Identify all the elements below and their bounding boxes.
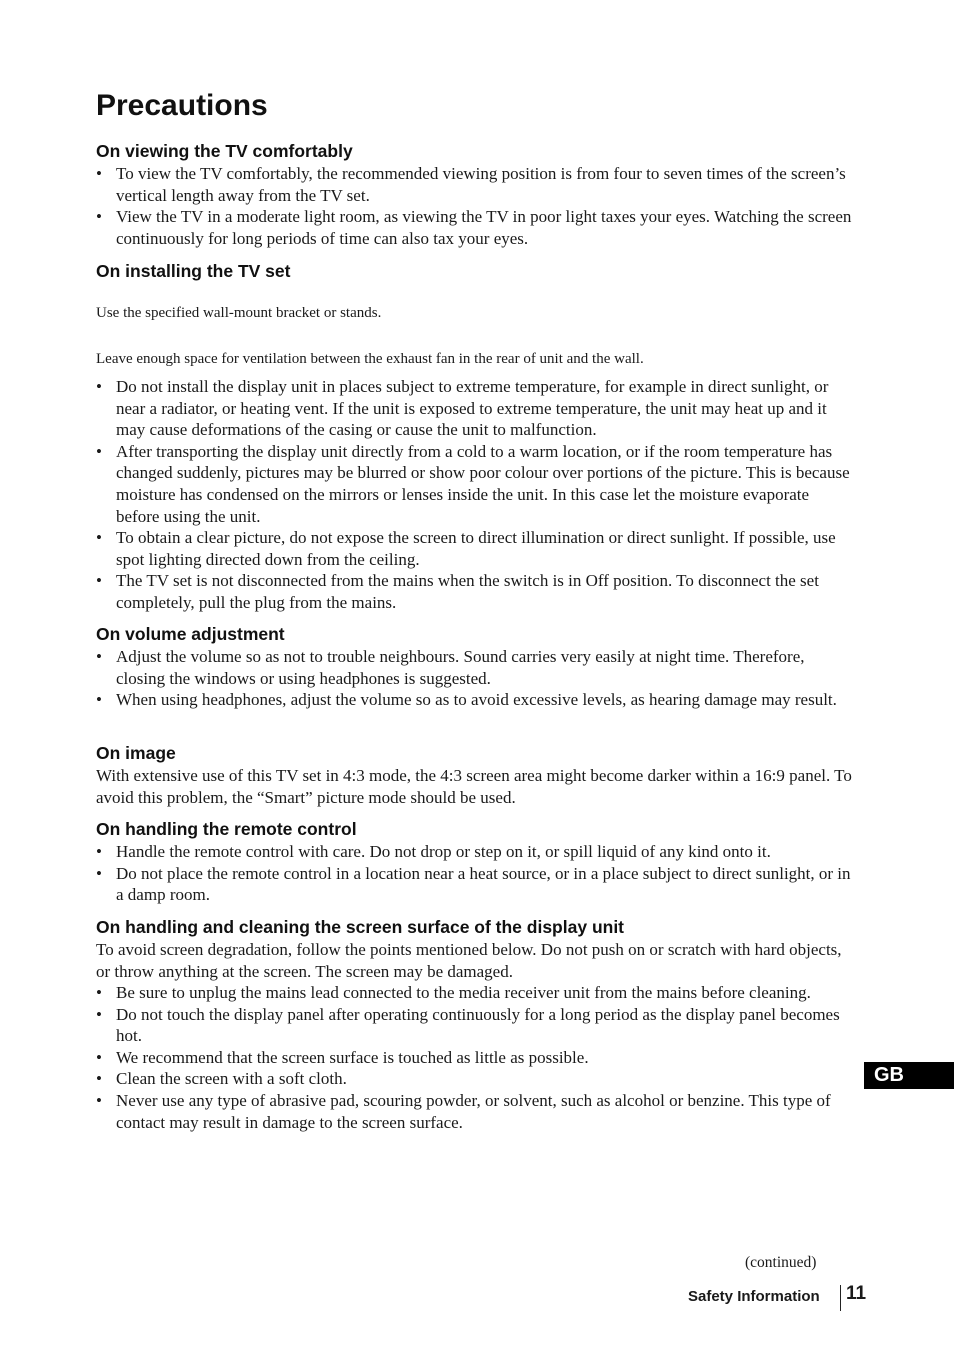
page-number: 11 — [846, 1283, 867, 1304]
footer-divider — [840, 1285, 841, 1311]
bullet-list-remote — [96, 841, 856, 906]
cleaning-intro: To avoid screen degradation, follow the points mentioned below. Do not push on or scratch with hard objects, or throw anything at the screen. The screen may be damaged. — [96, 940, 842, 981]
footer-section-name: Safety Information — [688, 1288, 820, 1305]
list-item: • Handle the remote control with care. Do not drop or step on it, or spill liquid of any kind onto it. — [96, 841, 856, 863]
list-item: • To view the TV comfortably, the recommended viewing position is from four to seven times of the screen’s vertical length away from the TV set. — [96, 163, 856, 206]
bullet-list-cleaning — [96, 982, 856, 1133]
list-item: • To obtain a clear picture, do not expose the screen to direct illumination or direct sunlight. If possible, use spot lighting directed down from the ceiling. — [96, 527, 856, 570]
section-heading-image: On image — [96, 743, 176, 763]
list-item: • We recommend that the screen surface is touched as little as possible. — [96, 1047, 856, 1069]
section-heading-remote: On handling the remote control — [96, 819, 357, 839]
bullet-list-viewing — [96, 163, 856, 249]
image-paragraph: With extensive use of this TV set in 4:3 mode, the 4:3 screen area might become darker within a 16:9 panel. To avoid this problem, the “Smart” picture mode should be used. — [96, 766, 852, 807]
list-item: • Do not place the remote control in a location near a heat source, or in a place subject to direct sunlight, or in a damp room. — [96, 863, 856, 906]
installing-note-bracket: Use the specified wall-mount bracket or stands. — [96, 305, 382, 321]
language-tab: GB — [864, 1062, 954, 1089]
list-item: • The TV set is not disconnected from the mains when the switch is in Off position. To disconnect the set completely, pull the plug from the mains. — [96, 570, 856, 613]
list-item: • Do not install the display unit in places subject to extreme temperature, for example in direct sunlight, or near a radiator, or heating vent. If the unit is exposed to extreme temperature, the unit may heat up and it may cause deformations of the casing or cause the unit to malfunction. — [96, 376, 856, 441]
continued-note: (continued) — [745, 1254, 817, 1271]
list-item: • Clean the screen with a soft cloth. — [96, 1068, 856, 1090]
list-item: • When using headphones, adjust the volume so as to avoid excessive levels, as hearing damage may result. — [96, 689, 856, 711]
section-heading-viewing: On viewing the TV comfortably — [96, 141, 353, 161]
installing-note-ventilation: Leave enough space for ventilation between the exhaust fan in the rear of unit and the wall. — [96, 351, 644, 367]
list-item: • Never use any type of abrasive pad, scouring powder, or solvent, such as alcohol or benzine. This type of contact may result in damage to the screen surface. — [96, 1090, 856, 1133]
list-item: • Adjust the volume so as not to trouble neighbours. Sound carries very easily at night time. Therefore, closing the windows or using headphones is suggested. — [96, 646, 856, 689]
bullet-list-volume — [96, 646, 856, 711]
section-heading-installing: On installing the TV set — [96, 261, 291, 281]
page-title: Precautions — [96, 89, 268, 122]
list-item: • View the TV in a moderate light room, as viewing the TV in poor light taxes your eyes. Watching the screen continuously for long periods of time can also tax your eyes. — [96, 206, 856, 249]
section-heading-volume: On volume adjustment — [96, 624, 285, 644]
bullet-list-installing — [96, 376, 856, 614]
list-item: • Be sure to unplug the mains lead connected to the media receiver unit from the mains before cleaning. — [96, 982, 856, 1004]
list-item: • Do not touch the display panel after operating continuously for a long period as the display panel becomes hot. — [96, 1004, 856, 1047]
section-heading-cleaning: On handling and cleaning the screen surface of the display unit — [96, 917, 625, 937]
list-item: • After transporting the display unit directly from a cold to a warm location, or if the room temperature has changed suddenly, pictures may be blurred or show poor colour over portions of the picture. This is because moisture has condensed on the mirrors or lenses inside the unit. In this case let the moisture evaporate before using the unit. — [96, 441, 856, 527]
